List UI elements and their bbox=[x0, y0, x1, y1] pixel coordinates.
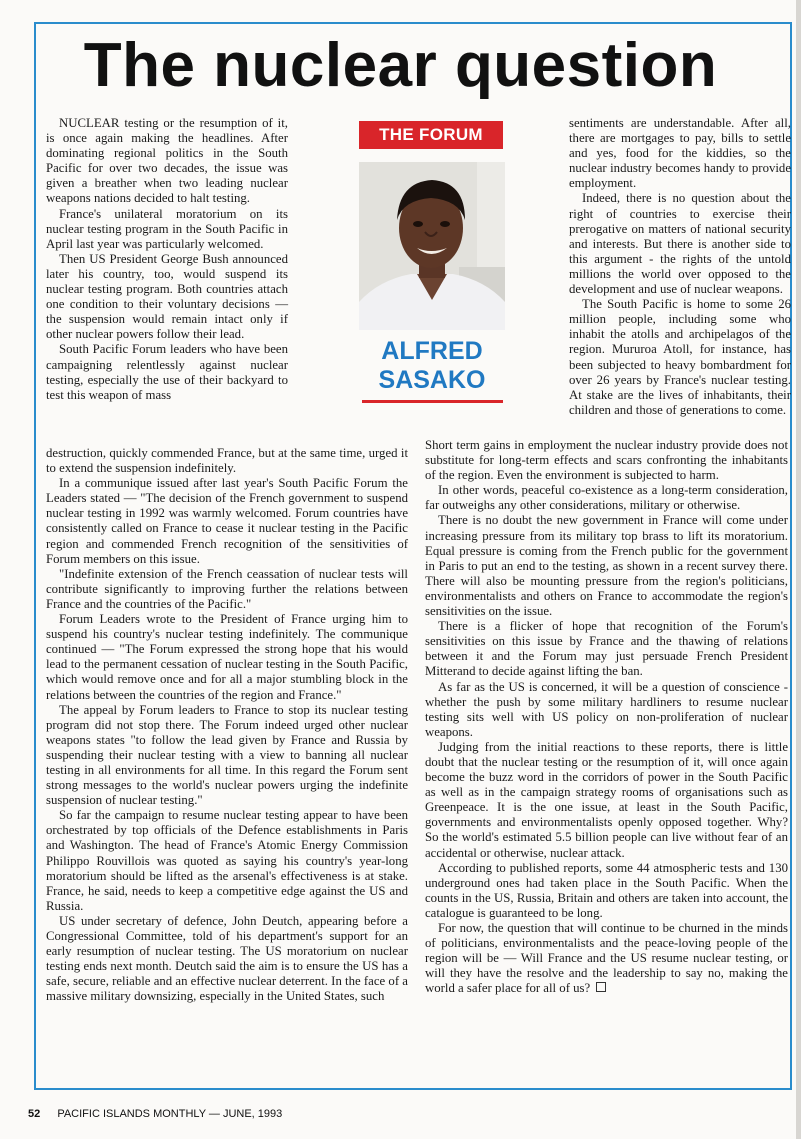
paragraph: Judging from the initial reactions to these reports, there is little doubt that the nuclear testing or the resumption of it, will once again become the buzz word in the corridors of power in the South Pacific as well as in the campaign strategy rooms of organisations such as Greenpeace. It is the one issue, at least in the South Pacific, governments and environmentalists openly opposed together. Why? So the world's estimated 5.5 billion people can live without fear of an accidental or otherwise, nuclear attack. bbox=[425, 739, 788, 860]
body-column-left bbox=[46, 446, 408, 1004]
intro-column-right bbox=[569, 116, 791, 418]
paragraph: Then US President George Bush announced later his country, too, would suspend its nuclear testing program. Both countries attach one condition to their voluntary decisions — the suspension would remain intact only if other nuclear powers follow their lead. bbox=[46, 251, 288, 342]
paragraph: As far as the US is concerned, it will be a question of conscience - whether the push by some military hardliners to resume nuclear testing sits well with US policy on non-proliferation of nuclear weapons. bbox=[425, 679, 788, 739]
paragraph: The appeal by Forum leaders to France to stop its nuclear testing program did not stop there. The Forum indeed urged other nuclear weapons states "to follow the lead given by France and Russia by suspending their nuclear testing with a view to banning all nuclear testing in all environments for all time. In this regard the Forum sent strong messages to the world's nuclear powers urging the indefinite suspension of nuclear testing." bbox=[46, 702, 408, 808]
paragraph: Forum Leaders wrote to the President of France urging him to suspend his country's nuclear testing indefinitely. The communique continued — "The Forum expressed the strong hope that his would lead to the permanent cessation of nuclear testing in the South Pacific, which would remove once and for all a major stumbling block in the relations between the countries of the region and France." bbox=[46, 612, 408, 702]
paragraph: South Pacific Forum leaders who have been campaigning relentlessly against nuclear testing, especially the use of their backyard to test this weapon of mass bbox=[46, 342, 288, 402]
article-body bbox=[46, 438, 788, 1004]
paragraph: According to published reports, some 44 atmospheric tests and 130 underground ones had taken place in the South Pacific. When the counts in the US, Russia, Britain and others are taken into account, the catalogue is guaranteed to be long. bbox=[425, 860, 788, 920]
final-paragraph-text: For now, the question that will continue to be churned in the minds of politicians, environmentalists and the peace-loving people of the region will be — Will France and the US resume nuclear testing, or will they have the resolve and the leadership to say no, making the world a safer place for all of us? bbox=[425, 921, 788, 996]
page-footer bbox=[28, 1108, 282, 1120]
paragraph: sentiments are understandable. After all, there are mortgages to pay, bills to settle and yes, food for the kiddies, so the nuclear industry becomes handy to provide employment. bbox=[569, 116, 791, 191]
paragraph: France's unilateral moratorium on its nuclear testing program in the South Pacific in April last year was particularly welcomed. bbox=[46, 206, 288, 251]
final-paragraph bbox=[425, 921, 788, 996]
paragraph: Indeed, there is no question about the right of countries to exercise their prerogative on matters of national security and interests. But there is another side to this argument - the rights of the untold millions the world over opposed to the development and use of nuclear weapons. bbox=[569, 191, 791, 297]
paragraph: NUCLEAR testing or the resumption of it, is once again making the headlines. After dominating regional politics in the South Pacific for over two decades, the issue was given a breather when two leading nuclear weapons nations decided to halt testing. bbox=[46, 116, 288, 206]
author-name bbox=[359, 337, 505, 395]
paragraph: In other words, peaceful co-existence as a long-term consideration, far outweighs any other considerations, military or otherwise. bbox=[425, 483, 788, 513]
page-number: 52 bbox=[28, 1108, 41, 1120]
page-edge bbox=[796, 0, 801, 1139]
intro-column-left bbox=[46, 116, 288, 403]
paragraph: US under secretary of defence, John Deutch, appearing before a Congressional Committee, told of his department's support for an early resumption of nuclear testing. The US moratorium on nuclear testing ends next month. Deutch said the aim is to ensure the US has a safe, secure, reliable and an effective nuclear deterrent. In the face of a massive military downsizing, especially in the United States, such bbox=[46, 913, 408, 1004]
forum-label: THE FORUM bbox=[359, 121, 503, 149]
paragraph: There is a flicker of hope that recognition of the Forum's sensitivities on this issue by France and the thawing of relations between it and the Forum may just persuade French President Mitterand to decide against lifting the ban. bbox=[425, 619, 788, 679]
body-column-right bbox=[425, 438, 788, 1004]
publication-line: PACIFIC ISLANDS MONTHLY — JUNE, 1993 bbox=[57, 1108, 283, 1120]
author-photo bbox=[359, 162, 505, 330]
paragraph: So far the campaign to resume nuclear testing appear to have been orchestrated by top officials of the Defence establishments in Paris and Washington. The head of France's Atomic Energy Commission Philippo Rouvillois was quoted as saying his country's year-long moratorium should be lifted as the arsenal's effectiveness is at stake. France, he said, needs to keep a competitive edge against the US and Russia. bbox=[46, 808, 408, 913]
paragraph: In a communique issued after last year's South Pacific Forum the Leaders stated — "The decision of the French government to suspend nuclear testing in 1992 was warmly welcomed. Forum countries have consistently called on France to cease it nuclear testing in the Pacific region and commended French recognition of the sensitivities of Forum members on this issue. bbox=[46, 476, 408, 566]
paragraph: There is no doubt the new government in France will come under increasing pressure from its military top brass to lift its moratorium. Equal pressure is coming from the French public for the government in Paris to put an end to the testing, as shown in a recent survey there. There will also be mounting pressure from the region's politicians, environmentalists and others on France to accommodate the region's sensitivities on the issue. bbox=[425, 513, 788, 619]
author-last-name: SASAKO bbox=[378, 366, 486, 394]
paragraph: destruction, quickly commended France, but at the same time, urged it to extend the suspension indefinitely. bbox=[46, 446, 408, 476]
author-rule bbox=[362, 400, 503, 403]
headline: The nuclear question bbox=[83, 31, 718, 100]
author-first-name: ALFRED bbox=[381, 337, 483, 365]
end-mark-icon bbox=[596, 982, 606, 992]
paragraph: The South Pacific is home to some 26 million people, including some who inhabit the atolls and archipelagos of the region. Mururoa Atoll, for instance, has been subjected to heavy bombardment for over 26 years by France's nuclear testing. At stake are the lives of inhabitants, their children and those of generations to come. bbox=[569, 297, 791, 417]
paragraph: "Indefinite extension of the French ceassation of nuclear tests will contribute significantly to improving further the relations between France and the countries of the Pacific." bbox=[46, 566, 408, 611]
paragraph: Short term gains in employment the nuclear industry provide does not substitute for long-term effects and scars confronting the inhabitants of the region. Even the environment is subjected to harm. bbox=[425, 438, 788, 483]
